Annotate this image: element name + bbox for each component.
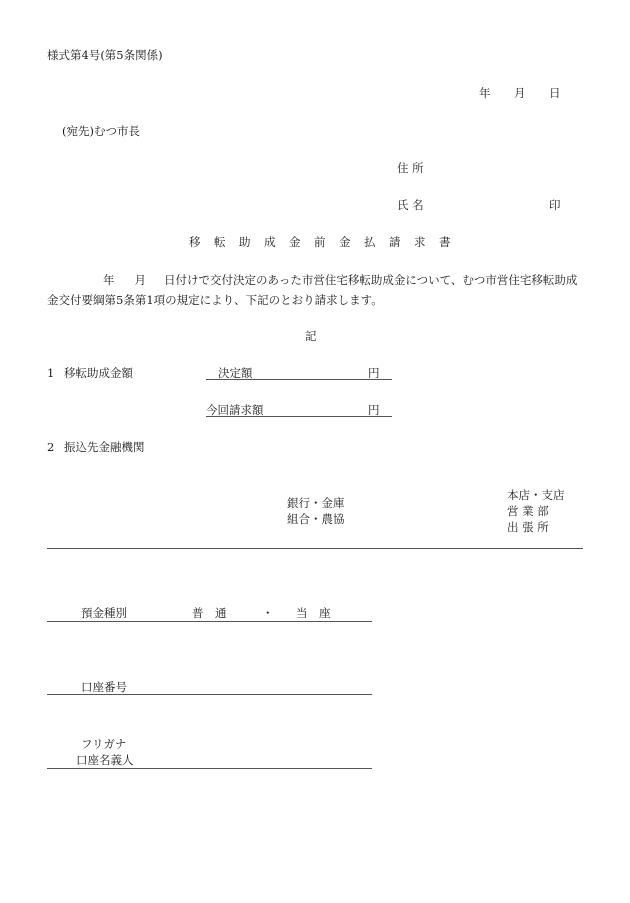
body-paragraph xyxy=(47,270,583,310)
document-title: 移転助成金前金払請求書 xyxy=(189,235,464,249)
deposit-separator: ・ xyxy=(262,606,274,620)
current-request-label: 今回請求額 xyxy=(206,403,264,417)
address-label: 住 所 xyxy=(397,161,424,175)
branch-type-3: 出 張 所 xyxy=(507,520,549,534)
addressee: (宛先)むつ市長 xyxy=(62,124,140,138)
item2-number: 2 xyxy=(47,440,55,454)
date-year: 年 xyxy=(479,86,491,100)
furigana-label: フリガナ xyxy=(81,737,127,751)
account-number-label: 口座番号 xyxy=(81,680,127,694)
item1-number: 1 xyxy=(47,366,55,380)
deposit-current: 当 座 xyxy=(296,606,331,620)
bank-types-1: 銀行・金庫 xyxy=(287,496,345,510)
form-number: 様式第4号(第5条関係) xyxy=(47,48,163,62)
branch-type-1: 本店・支店 xyxy=(507,488,565,502)
name-label: 氏 名 xyxy=(397,198,424,212)
bank-line xyxy=(47,548,583,549)
body-month: 月 xyxy=(134,273,146,287)
date-day: 日 xyxy=(549,86,561,100)
deposit-type-label: 預金種別 xyxy=(81,606,127,620)
bank-types-2: 組合・農協 xyxy=(287,512,345,526)
branch-type-2: 営 業 部 xyxy=(507,504,549,518)
account-holder-line xyxy=(47,768,372,769)
item2-label: 振込先金融機関 xyxy=(64,440,145,454)
item1-label: 移転助成金額 xyxy=(64,366,133,380)
body-text: 日付けで交付決定のあった市営住宅移転助成金について、むつ市営住宅移転助成金交付要綱第5条第1項の規定により、下記のとおり請求します。 xyxy=(47,273,578,307)
account-holder-label: 口座名義人 xyxy=(76,753,134,767)
decided-yen: 円 xyxy=(368,366,380,380)
deposit-ordinary: 普 通 xyxy=(192,606,227,620)
date-month: 月 xyxy=(514,86,526,100)
deposit-line xyxy=(47,621,372,622)
body-year: 年 xyxy=(103,273,115,287)
current-request-line xyxy=(206,416,392,417)
decided-amount-label: 決定額 xyxy=(218,366,253,380)
account-number-line xyxy=(47,694,372,695)
current-yen: 円 xyxy=(368,403,380,417)
ki-label: 記 xyxy=(305,329,317,343)
seal-mark: 印 xyxy=(549,198,561,212)
decided-amount-line xyxy=(206,379,392,380)
